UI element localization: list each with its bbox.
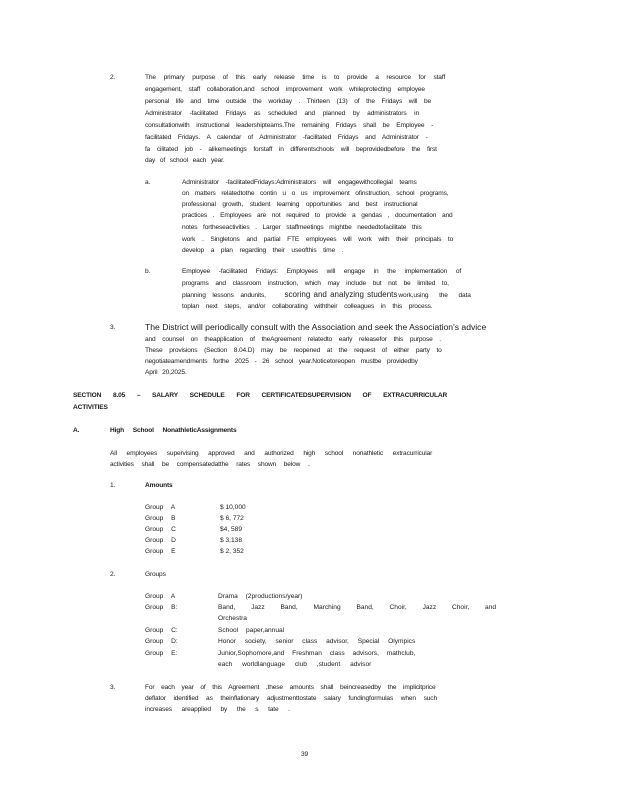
groups-heading: Groups xyxy=(145,571,166,578)
group-name: Group C: xyxy=(145,627,178,634)
page-number: 39 xyxy=(301,751,309,758)
group-name: Group B: xyxy=(145,604,178,611)
group-desc: Junior,Sophomore,and Freshman class advisors, mathclub, xyxy=(218,650,416,657)
item-2a-line: notes fortheseactivities . Larger staffmeetings mightbe neededtofacilitate this xyxy=(182,224,422,231)
part-a-heading: High School NonathleticAssignments xyxy=(110,427,237,434)
item-2-line: day of school each year. xyxy=(145,157,225,164)
group-desc: School paper,annual xyxy=(218,627,285,634)
item-2b-label: b. xyxy=(145,268,151,275)
amount-value: $4, 589 xyxy=(220,526,242,533)
item-2a-line: professional growth, student learning opportunities and best instructional xyxy=(182,201,418,208)
item-2b-line: toplan next steps, and/or collaborating withtheir colleagues in this process. xyxy=(182,303,433,310)
item-2b-line3-large: scoring and analyzing students xyxy=(284,290,398,299)
amount-group: Group C xyxy=(145,526,176,533)
item-2-line: consultationwith instructional leadershipteams.The remaining Fridays shall be Employee - xyxy=(145,122,434,129)
item-2b-line xyxy=(182,291,471,301)
item-3-line: April 20,2025. xyxy=(145,369,187,376)
item-2-line: engagement, staff collaboration,and school improvement work whileprotecting employee xyxy=(145,86,425,93)
amount-value: $ 3,138 xyxy=(220,537,242,544)
amount-group: Group B xyxy=(145,515,176,522)
amount-value: $ 6, 772 xyxy=(220,515,244,522)
group-name: Group D: xyxy=(145,638,178,645)
item-2a-line: develop a plan regarding their useofthis time . xyxy=(182,247,344,254)
item-2a-label: a. xyxy=(145,179,151,186)
amount-value: $ 2, 352 xyxy=(220,548,244,555)
item-2a-line: on matters relatedtothe contin u o us improvement ofinstruction, school programs, xyxy=(182,190,449,197)
amount-group: Group E xyxy=(145,548,176,555)
item-3-number: 3. xyxy=(110,324,116,331)
section-heading-cont: ACTIVITIES xyxy=(73,404,108,411)
item-2b-line3-start: planning lessons andunits, xyxy=(182,292,266,299)
item-3-line: and counsel on theapplication of theAgreement relatedto early releasefor this purpose . xyxy=(145,336,441,343)
item-2-line: Administrator -facilitated Fridays as scheduled and planned by administrators in xyxy=(145,110,419,117)
item-3b-line: For each year of this Agreement ,these amounts shall beincreasedby the implicitprice xyxy=(145,684,436,691)
amounts-heading: Amounts xyxy=(145,482,173,489)
group-name: Group E: xyxy=(145,650,178,657)
item-3-line: negotiateamendments forthe 2025 - 26 school year.Noticetoreopen mustbe providedby xyxy=(145,358,418,365)
amount-group: Group D xyxy=(145,537,176,544)
item-2a-line: practices . Employees are not required to provide a gendas , documentation and xyxy=(182,212,453,219)
group-desc: Drama (2productions/year) xyxy=(218,593,303,600)
item-2a-line: work . Singletons and partial FTE employees will work with their principals to xyxy=(182,236,454,243)
item-2-line: personal life and time outside the workday . Thirteen (13) of the Fridays will be xyxy=(145,98,432,105)
group-desc-cont: each worldlanguage club ,student advisor xyxy=(218,661,372,668)
item-3-line: These provisions (Section 8.04.D) may be reopened at the request of either party to xyxy=(145,347,442,354)
item-2b-line: programs and classroom instruction, which may include but not be limited to, xyxy=(182,280,449,287)
item-2-line: fa cilitated job - alikemeetings forstaff in differentschools will beprovidedbefore the first xyxy=(145,146,437,153)
item-3b-number: 3. xyxy=(110,684,116,691)
item-2-number: 2. xyxy=(110,74,116,81)
part-a-intro: activities shall be compensatedatthe rates shown below . xyxy=(110,461,310,468)
item-2a-line: Administrator -facilitatedFridays:Administrators will engagewithcollegial teams xyxy=(182,179,417,186)
group-desc: Honor society, senior class advisor, Special Olympics xyxy=(218,638,416,645)
item-2b-line3-end: work,using the data xyxy=(398,292,471,299)
group-desc-cont: Orchestra xyxy=(218,615,247,622)
part-a-label: A. xyxy=(73,427,80,434)
groups-number: 2. xyxy=(110,571,116,578)
part-a-intro: All employees supervising approved and authorized high school nonathletic extracurricular xyxy=(110,450,433,457)
amount-group: Group A xyxy=(145,504,176,511)
item-3b-line: increases areapplied by the s tate . xyxy=(145,706,290,713)
amounts-number: 1. xyxy=(110,482,116,489)
amount-value: $ 10,000 xyxy=(220,504,246,511)
item-3b-line: deflator identified as theinflationary adjustmenttostate salary fundingformulas when such xyxy=(145,695,437,702)
item-2-line: facilitated Fridays. A calendar of Administrator -facilitated Fridays and Administrator - xyxy=(145,134,428,141)
group-name: Group A xyxy=(145,593,176,600)
item-3-line-large: The District will periodically consult with the Association and seek the Association's advice xyxy=(145,322,487,332)
item-2b-line: Employee -facilitated Fridays: Employees will engage in the implementation of xyxy=(182,268,462,275)
item-2-line: The primary purpose of this early release time is to provide a resource for staff xyxy=(145,74,446,81)
group-desc: Band, Jazz Band, Marching Band, Choir, Jazz Choir, and xyxy=(218,604,497,611)
section-heading: SECTION 8.05 – SALARY SCHEDULE FOR CERTIFICATEDSUPERVISION OF EXTRACURRICULAR xyxy=(73,392,448,399)
